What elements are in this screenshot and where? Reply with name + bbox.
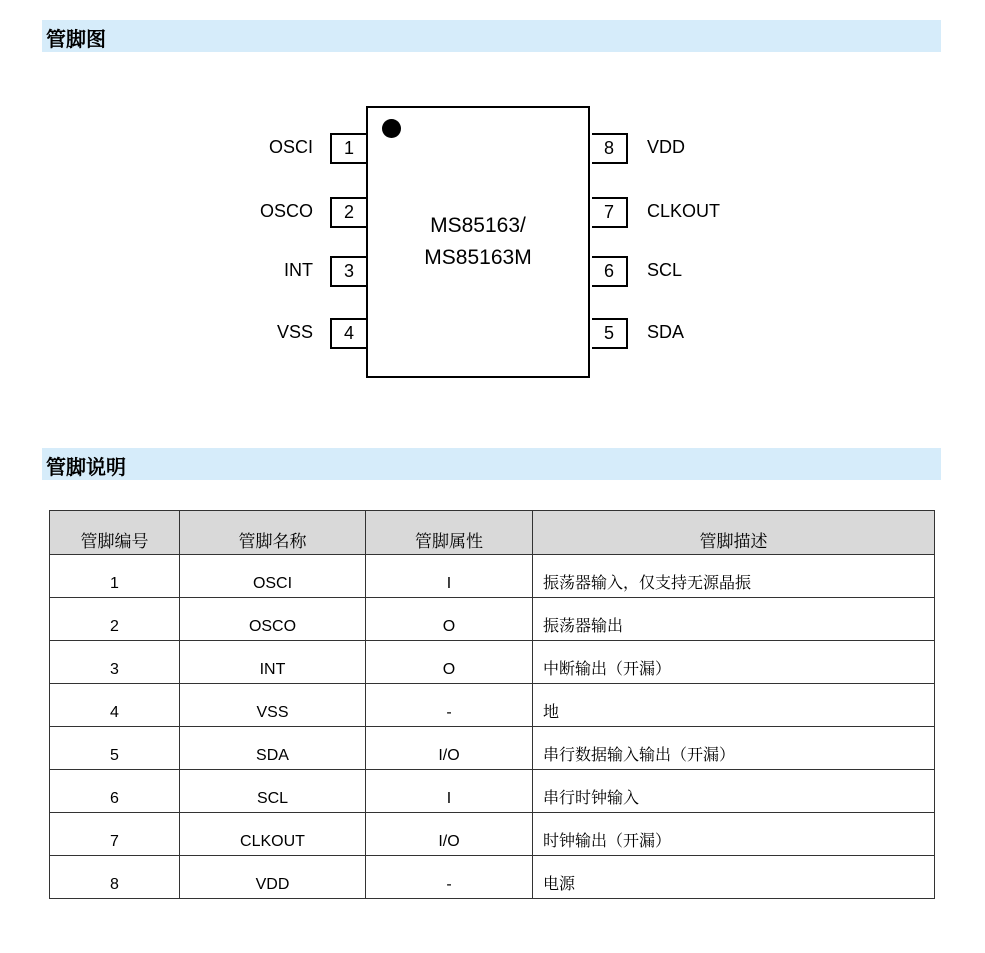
- pin-number-3: 3: [330, 256, 366, 287]
- cell-number: 1: [50, 555, 180, 598]
- cell-description: 串行数据输入输出（开漏）: [533, 727, 935, 770]
- pin-label-6: SCL: [647, 260, 683, 280]
- cell-description: 时钟输出（开漏）: [533, 813, 935, 856]
- cell-description: 振荡器输出: [533, 598, 935, 641]
- cell-attribute: O: [366, 641, 533, 684]
- section-header-pin-diagram: [42, 20, 941, 52]
- cell-attribute: I: [366, 770, 533, 813]
- pin-label-4: VSS: [276, 322, 313, 342]
- cell-number: 7: [50, 813, 180, 856]
- pin-label-7: CLKOUT: [647, 201, 721, 221]
- cell-description: 地: [533, 684, 935, 727]
- pin-number-1: 1: [330, 133, 366, 164]
- cell-name: OSCO: [180, 598, 366, 641]
- cell-name: CLKOUT: [180, 813, 366, 856]
- pin-label-3: INT: [284, 260, 313, 280]
- pin-label-2: OSCO: [259, 201, 313, 221]
- cell-attribute: -: [366, 856, 533, 899]
- cell-number: 3: [50, 641, 180, 684]
- header-pin-name: 管脚名称: [180, 511, 366, 555]
- table-row: [50, 856, 935, 899]
- header-pin-description: 管脚描述: [533, 511, 935, 555]
- cell-attribute: I/O: [366, 727, 533, 770]
- cell-name: INT: [180, 641, 366, 684]
- cell-description: 串行时钟输入: [533, 770, 935, 813]
- cell-name: SCL: [180, 770, 366, 813]
- table-row: [50, 555, 935, 598]
- header-pin-attribute: 管脚属性: [366, 511, 533, 555]
- pin-number-8: 8: [592, 133, 628, 164]
- section-title: 管脚图: [46, 27, 106, 51]
- cell-description: 中断输出（开漏）: [533, 641, 935, 684]
- pin-label-8: VDD: [647, 137, 686, 157]
- cell-number: 5: [50, 727, 180, 770]
- table-row: [50, 727, 935, 770]
- table-row: [50, 770, 935, 813]
- cell-attribute: I: [366, 555, 533, 598]
- table-row: [50, 598, 935, 641]
- chip-body: [366, 106, 590, 378]
- pin-description-table: [49, 510, 935, 899]
- pin-label-1: OSCI: [268, 137, 313, 157]
- cell-number: 8: [50, 856, 180, 899]
- pin-number-2: 2: [330, 197, 366, 228]
- cell-name: OSCI: [180, 555, 366, 598]
- cell-attribute: I/O: [366, 813, 533, 856]
- cell-attribute: O: [366, 598, 533, 641]
- table-header-row: [50, 511, 935, 555]
- pin-number-6: 6: [592, 256, 628, 287]
- cell-name: VSS: [180, 684, 366, 727]
- cell-description: 电源: [533, 856, 935, 899]
- table-row: [50, 684, 935, 727]
- pin-label-5: SDA: [647, 322, 685, 342]
- pin-number-7: 7: [592, 197, 628, 228]
- section-title: 管脚说明: [46, 455, 126, 479]
- cell-name: VDD: [180, 856, 366, 899]
- table-row: [50, 813, 935, 856]
- section-header-pin-description: [42, 448, 941, 480]
- chip-name-line2: MS85163M: [424, 246, 532, 269]
- table-row: [50, 641, 935, 684]
- pin1-marker: [382, 119, 401, 138]
- cell-attribute: -: [366, 684, 533, 727]
- chip-name-line1: MS85163/: [430, 214, 526, 237]
- cell-name: SDA: [180, 727, 366, 770]
- cell-number: 2: [50, 598, 180, 641]
- cell-number: 6: [50, 770, 180, 813]
- cell-description: 振荡器输入，仅支持无源晶振: [533, 555, 935, 598]
- pin-number-4: 4: [330, 318, 366, 349]
- header-pin-number: 管脚编号: [50, 511, 180, 555]
- pin-number-5: 5: [592, 318, 628, 349]
- cell-number: 4: [50, 684, 180, 727]
